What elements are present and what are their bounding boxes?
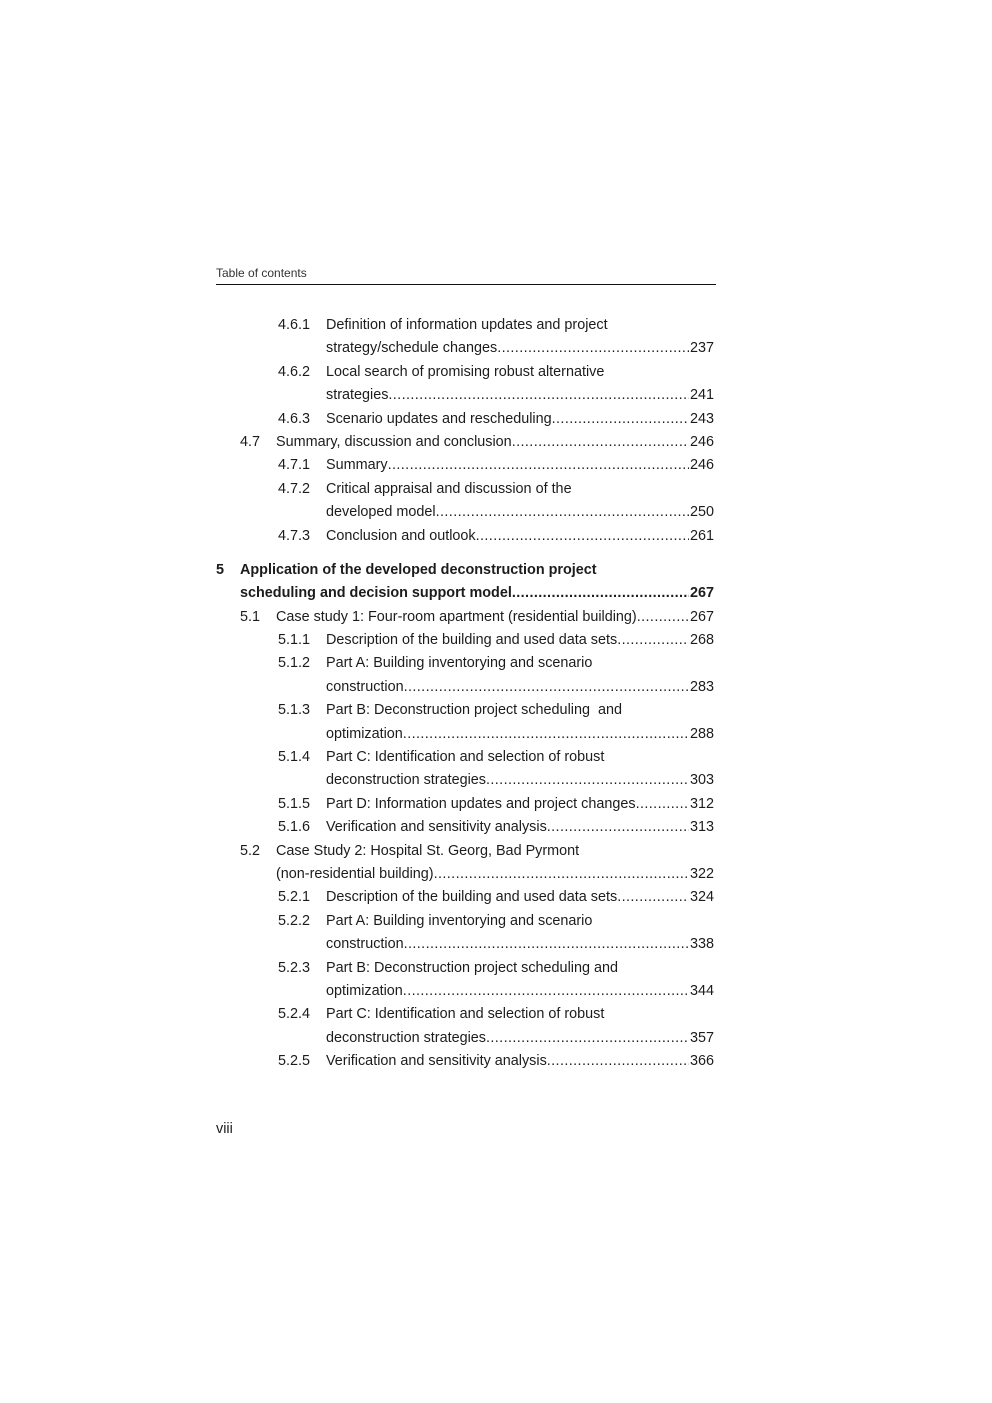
- toc-title: Description of the building and used data sets: [326, 889, 618, 906]
- toc-dot-leader: [404, 676, 689, 699]
- toc-entry-4-7-3[interactable]: [216, 525, 714, 548]
- toc-title: Conclusion and outlook: [326, 527, 476, 544]
- toc-entry-5-2-2-line-2[interactable]: [216, 933, 714, 956]
- toc-dot-leader: [547, 1050, 689, 1073]
- toc-title: optimization: [326, 725, 403, 742]
- toc-dot-leader: [388, 454, 689, 477]
- toc-section-number: 5.2.4: [278, 1006, 311, 1023]
- toc-page-number: 303: [689, 772, 714, 789]
- toc-entry-5-1[interactable]: [216, 606, 714, 629]
- toc-entry-4-7[interactable]: [216, 431, 714, 454]
- toc-section-number: 5: [216, 561, 225, 578]
- toc-dot-leader: [512, 431, 689, 454]
- toc-page-number: 324: [689, 889, 714, 906]
- toc-page-number: 313: [689, 819, 714, 836]
- toc-title: Verification and sensitivity analysis: [326, 819, 547, 836]
- toc-entry-5-2-line-2[interactable]: [216, 863, 714, 886]
- toc-page-number: 357: [689, 1029, 714, 1046]
- toc-section-number: 5.1.4: [278, 749, 311, 766]
- toc-title: construction: [326, 678, 404, 695]
- toc-page-number: 288: [689, 725, 714, 742]
- toc-entry-5-line-1[interactable]: [216, 559, 714, 582]
- toc-entry-5-1-2-line-1[interactable]: [216, 652, 714, 675]
- toc-entry-5-2-line-1[interactable]: [216, 840, 714, 863]
- toc-entry-4-6-2-line-2[interactable]: [216, 384, 714, 407]
- toc-entry-5-2-3-line-2[interactable]: [216, 980, 714, 1003]
- toc-dot-leader: [512, 582, 689, 605]
- toc-entry-5-2-3-line-1[interactable]: [216, 957, 714, 980]
- toc-entry-5-1-5[interactable]: [216, 793, 714, 816]
- toc-dot-leader: [388, 384, 689, 407]
- toc-dot-leader: [486, 769, 689, 792]
- toc-section-number: 4.7.2: [278, 480, 311, 497]
- toc-dot-leader: [552, 408, 689, 431]
- toc-page-number: 267: [689, 585, 714, 602]
- toc-dot-leader: [476, 525, 689, 548]
- toc-title: scheduling and decision support model: [240, 585, 512, 602]
- toc-entry-5-1-2-line-2[interactable]: [216, 676, 714, 699]
- toc-dot-leader: [436, 501, 689, 524]
- toc-section-number: 5.1.5: [278, 795, 311, 812]
- toc-page-number: 241: [689, 387, 714, 404]
- table-of-contents: [216, 314, 714, 1074]
- toc-dot-leader: [497, 337, 689, 360]
- toc-entry-5-2-2-line-1[interactable]: [216, 910, 714, 933]
- toc-dot-leader: [547, 816, 689, 839]
- toc-section-number: 5.2.2: [278, 912, 311, 929]
- toc-page-number: 250: [689, 504, 714, 521]
- toc-section-number: 5.2.3: [278, 959, 311, 976]
- toc-section-number: 4.7.1: [278, 457, 311, 474]
- header-rule: [216, 284, 716, 285]
- toc-page-number: 268: [689, 632, 714, 649]
- toc-entry-4-7-2-line-1[interactable]: [216, 478, 714, 501]
- toc-title: strategies: [326, 387, 389, 404]
- toc-title: Scenario updates and rescheduling: [326, 410, 552, 427]
- toc-entry-5-1-4-line-2[interactable]: [216, 769, 714, 792]
- toc-section-number: 5.1.2: [278, 655, 311, 672]
- toc-title: Description of the building and used data sets: [326, 632, 618, 649]
- toc-dot-leader: [636, 793, 689, 816]
- toc-title: strategy/schedule changes: [326, 340, 498, 357]
- toc-section-number: 5.2.1: [278, 889, 311, 906]
- toc-title: Local search of promising robust alternative: [326, 363, 605, 380]
- toc-title: Part B: Deconstruction project scheduling and: [326, 959, 618, 976]
- toc-section-number: 5.1: [240, 608, 261, 625]
- toc-entry-5-2-1[interactable]: [216, 886, 714, 909]
- toc-title: Definition of information updates and project: [326, 317, 608, 333]
- toc-dot-leader: [486, 1027, 689, 1050]
- toc-page-number: 312: [689, 795, 714, 812]
- toc-page-number: 246: [689, 457, 714, 474]
- toc-entry-5-1-3-line-2[interactable]: [216, 723, 714, 746]
- toc-title: Summary: [326, 457, 388, 474]
- toc-entry-4-6-1-line-2[interactable]: [216, 337, 714, 360]
- toc-title: Part D: Information updates and project changes: [326, 795, 636, 812]
- toc-title: optimization: [326, 982, 403, 999]
- toc-dot-leader: [637, 606, 689, 629]
- toc-page-number: 322: [689, 865, 714, 882]
- toc-entry-5-1-6[interactable]: [216, 816, 714, 839]
- toc-section-number: 5.1.1: [278, 632, 311, 649]
- toc-title: deconstruction strategies: [326, 772, 486, 789]
- toc-page-number: 338: [689, 936, 714, 953]
- toc-entry-4-7-1[interactable]: [216, 454, 714, 477]
- toc-title: Part B: Deconstruction project scheduling and: [326, 702, 622, 719]
- toc-dot-leader: [403, 980, 689, 1003]
- toc-title: Part C: Identification and selection of robust: [326, 1006, 605, 1023]
- toc-dot-leader: [434, 863, 689, 886]
- toc-section-number: 4.6.3: [278, 410, 311, 427]
- toc-entry-4-6-1-line-1[interactable]: [216, 314, 714, 337]
- toc-title: Verification and sensitivity analysis: [326, 1053, 547, 1070]
- toc-page-number: 366: [689, 1053, 714, 1070]
- toc-entry-5-1-3-line-1[interactable]: [216, 699, 714, 722]
- toc-title: Case study 1: Four-room apartment (residential building): [276, 608, 637, 625]
- toc-title: developed model: [326, 504, 436, 521]
- toc-entry-5-2-4-line-2[interactable]: [216, 1027, 714, 1050]
- toc-section-number: 4.6.1: [278, 317, 311, 333]
- toc-entry-5-line-2[interactable]: [216, 582, 714, 605]
- toc-page-number: 344: [689, 982, 714, 999]
- toc-title: Application of the developed deconstruction project: [240, 561, 597, 578]
- toc-page-number: 261: [689, 527, 714, 544]
- toc-title: Part A: Building inventorying and scenario: [326, 655, 593, 672]
- toc-section-number: 4.7.3: [278, 527, 311, 544]
- toc-page-number: 243: [689, 410, 714, 427]
- toc-section-number: 4.6.2: [278, 363, 311, 380]
- toc-section-number: 5.2.5: [278, 1053, 311, 1070]
- toc-entry-4-6-3[interactable]: [216, 408, 714, 431]
- toc-title: Part A: Building inventorying and scenario: [326, 912, 593, 929]
- toc-title: Case Study 2: Hospital St. Georg, Bad Pyrmont: [276, 842, 580, 859]
- toc-page-number: 267: [689, 608, 714, 625]
- toc-title: deconstruction strategies: [326, 1029, 486, 1046]
- toc-section-number: 5.1.3: [278, 702, 311, 719]
- toc-dot-leader: [617, 886, 689, 909]
- toc-entry-5-2-4-line-1[interactable]: [216, 1003, 714, 1026]
- toc-title: Critical appraisal and discussion of the: [326, 480, 572, 497]
- toc-page-number: 237: [689, 340, 714, 357]
- page-number: viii: [216, 1121, 233, 1137]
- toc-section-number: 4.7: [240, 433, 261, 450]
- toc-title: (non-residential building): [276, 865, 434, 882]
- toc-dot-leader: [404, 933, 689, 956]
- toc-entry-5-1-1[interactable]: [216, 629, 714, 652]
- toc-entry-5-1-4-line-1[interactable]: [216, 746, 714, 769]
- toc-entry-4-6-2-line-1[interactable]: [216, 361, 714, 384]
- toc-title: construction: [326, 936, 404, 953]
- toc-dot-leader: [403, 723, 689, 746]
- toc-dot-leader: [617, 629, 689, 652]
- toc-page-number: 283: [689, 678, 714, 695]
- toc-section-number: 5.2: [240, 842, 261, 859]
- toc-page-number: 246: [689, 433, 714, 450]
- toc-entry-5-2-5[interactable]: [216, 1050, 714, 1073]
- toc-entry-4-7-2-line-2[interactable]: [216, 501, 714, 524]
- toc-title: Part C: Identification and selection of robust: [326, 749, 605, 766]
- running-head: Table of contents: [216, 266, 307, 280]
- toc-section-number: 5.1.6: [278, 819, 311, 836]
- toc-title: Summary, discussion and conclusion: [276, 433, 512, 450]
